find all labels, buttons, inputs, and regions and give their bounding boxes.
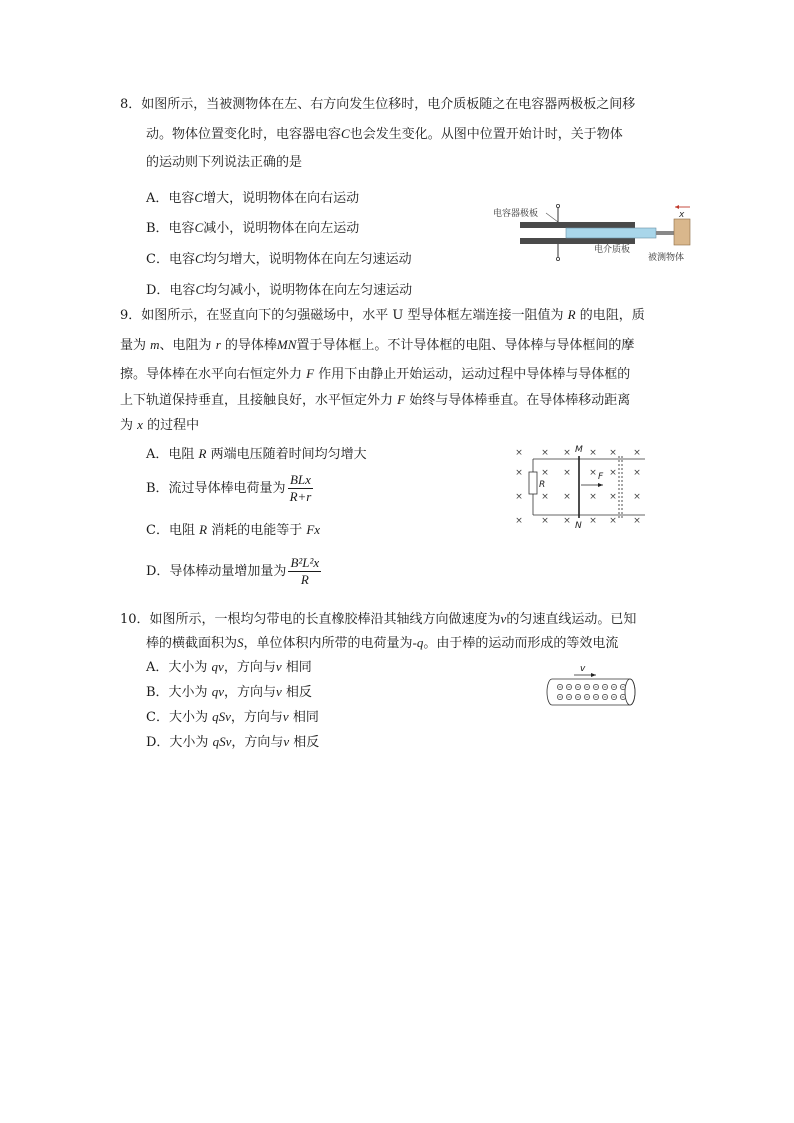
q8-option-d[interactable]: D．电容C均匀减小，说明物体在向左匀速运动 bbox=[146, 282, 413, 298]
q8-stem-line-2: 动。物体位置变化时，电容器电容C也会发生变化。从图中位置开始计时，关于物体 bbox=[146, 126, 623, 142]
field-cross: × bbox=[563, 492, 571, 502]
field-cross: × bbox=[563, 448, 571, 458]
q9-option-b[interactable]: B．流过导体棒电荷量为 $\frac{\text{BLx}}{R+r}$ bbox=[146, 472, 312, 504]
field-cross: × bbox=[609, 468, 617, 478]
q8-stem-line-1: 8．如图所示，当被测物体在左、右方向发生位移时，电介质板随之在电容器两极板之间移 bbox=[120, 97, 636, 112]
q10-stem-line-1: 10．如图所示，一根均匀带电的长直橡胶棒沿其轴线方向做速度为v的匀速直线运动。已知 bbox=[120, 611, 637, 627]
charged-rod-figure bbox=[544, 660, 640, 708]
field-cross: × bbox=[633, 516, 641, 526]
field-cross: × bbox=[541, 448, 549, 458]
field-cross: × bbox=[541, 492, 549, 502]
q10-option-d[interactable]: D．大小为 qSv，方向与v 相反 bbox=[146, 734, 320, 750]
field-cross: × bbox=[609, 492, 617, 502]
upper-terminal bbox=[556, 204, 559, 207]
upper-plate bbox=[520, 222, 635, 228]
resistor-label: R bbox=[539, 480, 546, 490]
field-cross: × bbox=[609, 448, 617, 458]
q9-d-fraction: $\frac{\text{B²L²x}}{R}$ bbox=[290, 555, 320, 587]
magnetic-field-figure bbox=[505, 440, 655, 532]
capacitor-figure bbox=[490, 200, 700, 266]
rod-label-n: N bbox=[575, 521, 582, 531]
field-cross: × bbox=[589, 492, 597, 502]
x-label: x bbox=[679, 210, 685, 220]
q9-stem-line-3: 擦。导体棒在水平向右恒定外力 F 作用下由静止开始运动，运动过程中导体棒与导体框的 bbox=[120, 366, 631, 382]
q8-option-c[interactable]: C．电容C均匀增大，说明物体在向左匀速运动 bbox=[146, 251, 412, 267]
q10-option-b[interactable]: B．大小为 qv，方向与v 相反 bbox=[146, 684, 312, 700]
q9-stem-line-4: 上下轨道保持垂直，且接触良好，水平恒定外力 F 始终与导体棒垂直。在导体棒移动距离 bbox=[120, 392, 631, 408]
lower-terminal bbox=[556, 257, 559, 260]
field-cross: × bbox=[563, 516, 571, 526]
q10-option-a[interactable]: A．大小为 qv，方向与v 相同 bbox=[146, 659, 312, 675]
rubber-rod bbox=[547, 679, 635, 705]
field-cross: × bbox=[515, 468, 523, 478]
velocity-label: v bbox=[580, 664, 586, 674]
field-cross: × bbox=[589, 516, 597, 526]
q8-option-b[interactable]: B．电容C减小，说明物体在向左运动 bbox=[146, 220, 360, 236]
force-arrowhead bbox=[598, 483, 603, 487]
dielectric-label: 电介质板 bbox=[594, 245, 631, 255]
q10-option-c[interactable]: C．大小为 qSv，方向与v 相同 bbox=[146, 709, 319, 725]
field-cross: × bbox=[589, 448, 597, 458]
q10-stem-line-2: 棒的横截面积为S，单位体积内所带的电荷量为-q。由于棒的运动而形成的等效电流 bbox=[146, 635, 619, 651]
q9-option-d[interactable]: D．导体棒动量增加量为 $\frac{\text{B²L²x}}{R}$ bbox=[146, 555, 320, 587]
field-cross: × bbox=[633, 468, 641, 478]
q9-stem-line-5: 为 x 的过程中 bbox=[120, 417, 200, 433]
plate-leader-line bbox=[546, 213, 558, 222]
field-cross: × bbox=[633, 448, 641, 458]
dielectric-slab bbox=[566, 228, 656, 238]
field-cross: × bbox=[589, 468, 597, 478]
plate-label: 电容器极板 bbox=[493, 209, 539, 219]
rod-label-m: M bbox=[575, 445, 583, 455]
velocity-arrowhead bbox=[591, 673, 596, 677]
displacement-arrowhead bbox=[675, 205, 679, 209]
q8-option-a[interactable]: A．电容C增大，说明物体在向右运动 bbox=[146, 190, 360, 206]
measured-object bbox=[674, 219, 690, 245]
field-cross: × bbox=[515, 492, 523, 502]
field-cross: × bbox=[563, 468, 571, 478]
connecting-rod bbox=[656, 231, 674, 235]
q9-option-c[interactable]: C．电阻 R 消耗的电能等于 Fx bbox=[146, 522, 321, 538]
q9-b-fraction: $\frac{\text{BLx}}{R+r}$ bbox=[289, 472, 312, 504]
object-label: 被测物体 bbox=[648, 253, 685, 263]
field-cross: × bbox=[515, 448, 523, 458]
field-cross: × bbox=[633, 492, 641, 502]
field-cross: × bbox=[541, 516, 549, 526]
force-label: F bbox=[598, 472, 604, 482]
field-cross: × bbox=[541, 468, 549, 478]
resistor bbox=[529, 472, 537, 494]
q9-stem-line-2: 量为 m、电阻为 r 的导体棒MN置于导体框上。不计导体框的电阻、导体棒与导体框间的摩 bbox=[120, 337, 635, 353]
field-cross: × bbox=[609, 516, 617, 526]
q9-option-a[interactable]: A．电阻 R 两端电压随着时间均匀增大 bbox=[146, 446, 367, 462]
lower-plate bbox=[520, 238, 635, 244]
q9-stem-line-1: 9．如图所示，在竖直向下的匀强磁场中，水平 U 型导体框左端连接一阻值为 R 的电阻，质 bbox=[120, 307, 645, 323]
field-cross: × bbox=[515, 516, 523, 526]
q8-stem-line-3: 的运动则下列说法正确的是 bbox=[146, 155, 303, 170]
